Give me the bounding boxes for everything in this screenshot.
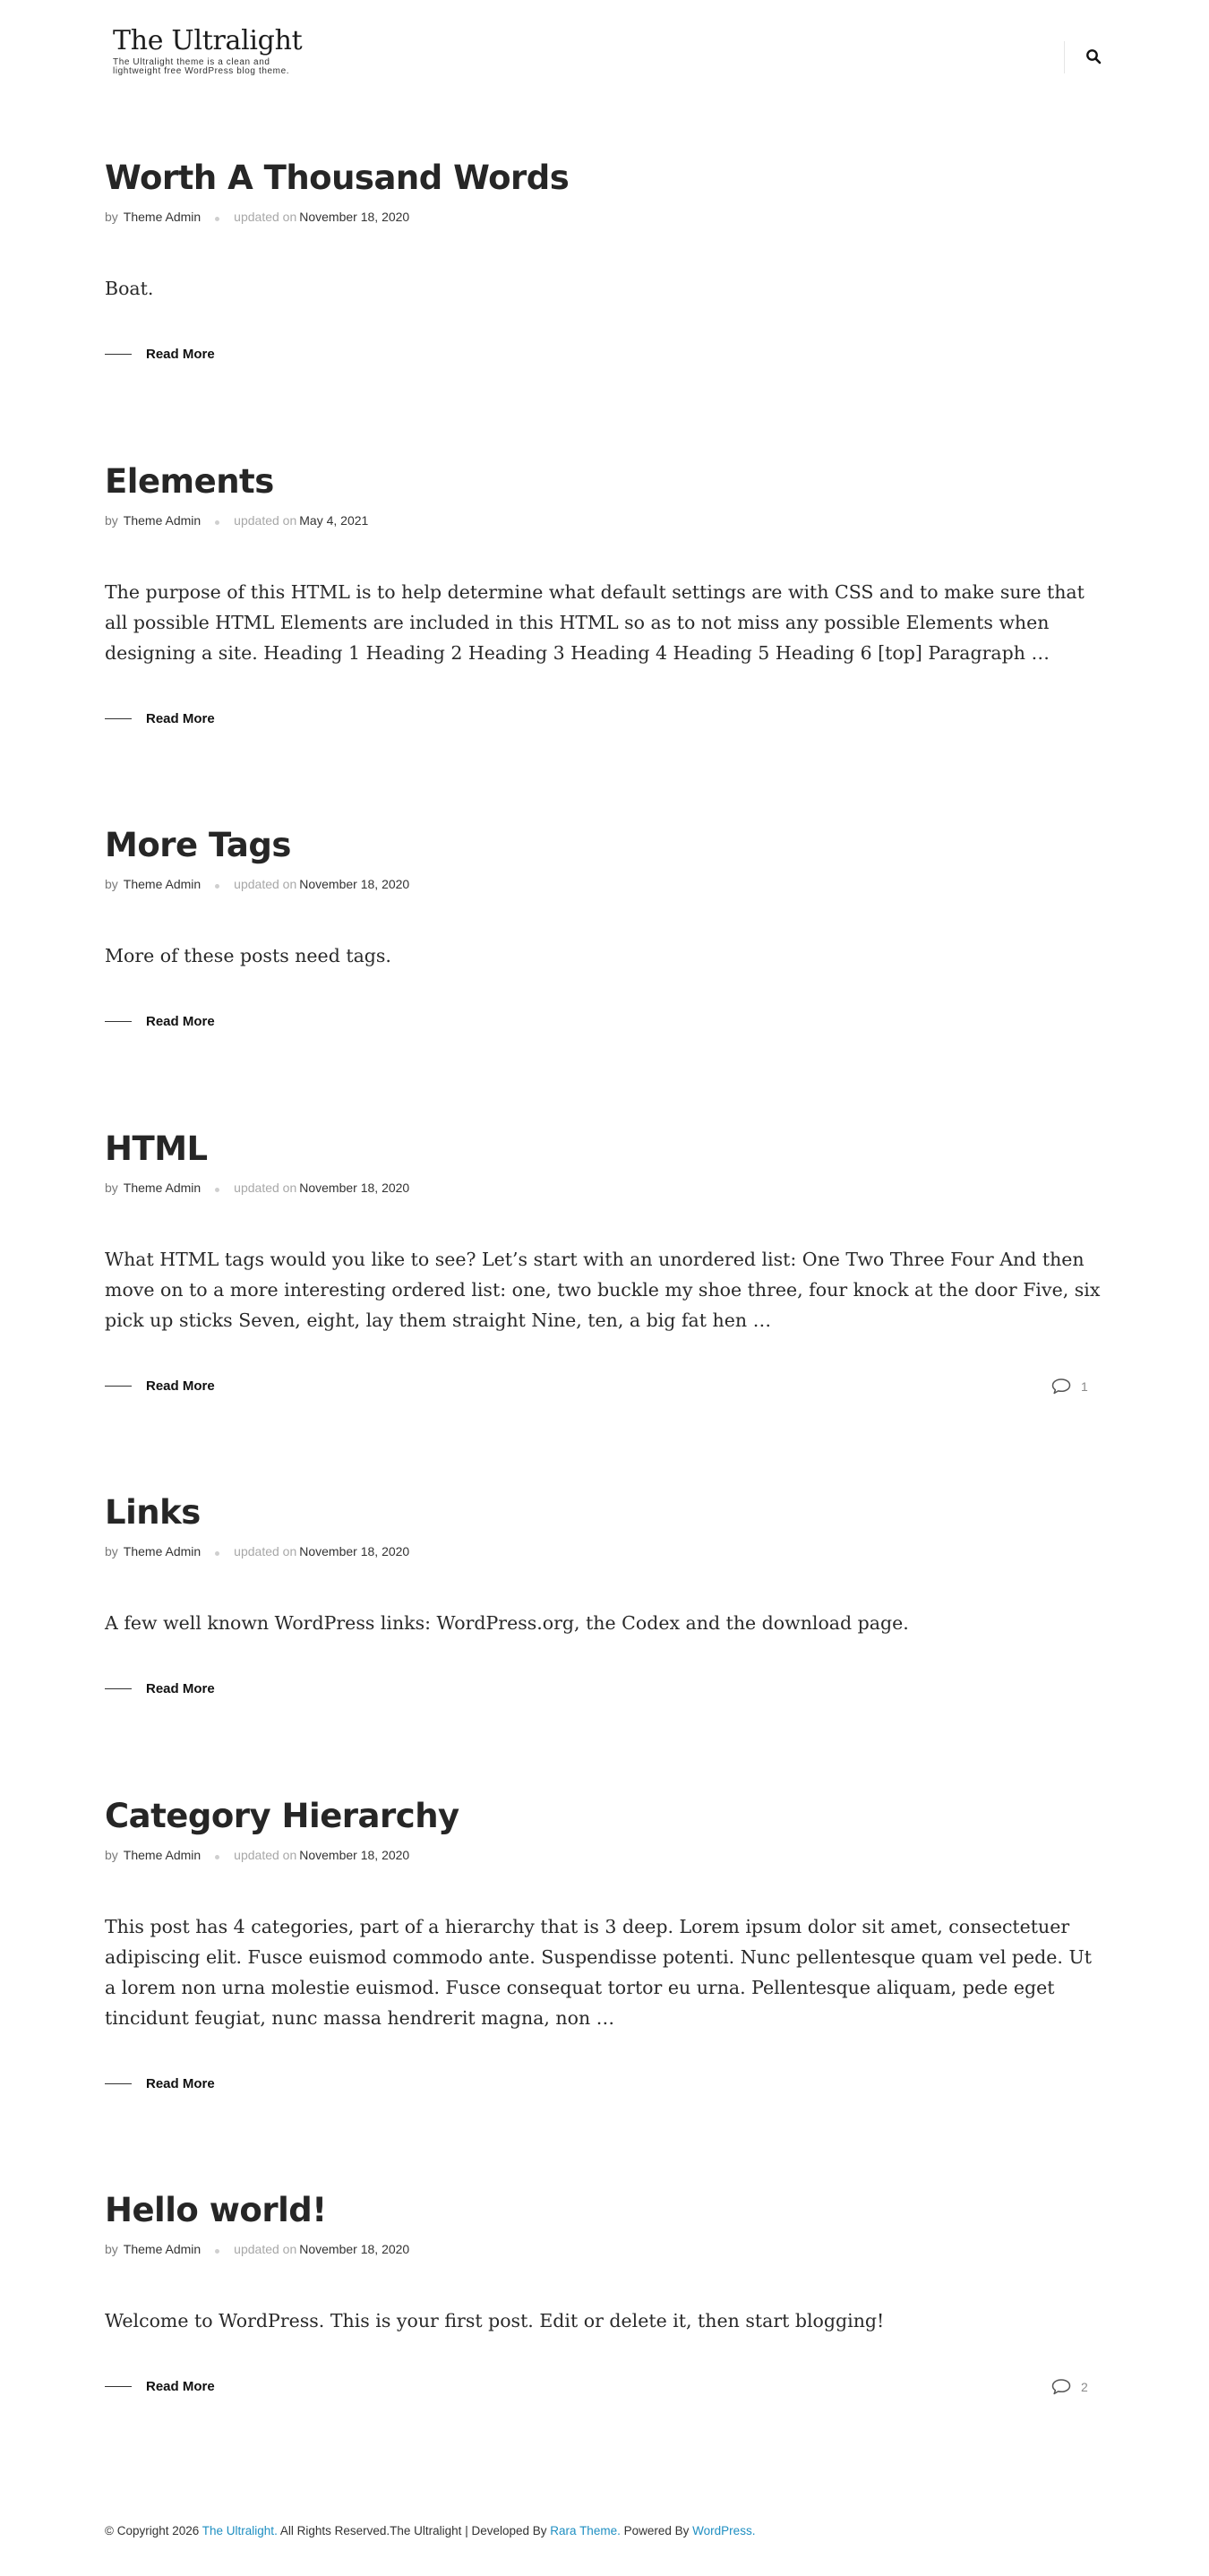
read-more-link[interactable] (105, 2076, 215, 2091)
post-author[interactable]: Theme Admin (123, 1181, 202, 1195)
post (105, 2191, 1104, 2394)
comments-link[interactable] (1050, 2378, 1088, 2396)
footer-site-link[interactable]: The Ultralight. (202, 2524, 278, 2537)
rights-text: All Rights Reserved. (279, 2524, 390, 2537)
read-more-line (105, 2083, 132, 2084)
post-date[interactable]: November 18, 2020 (299, 2242, 410, 2256)
read-more-link[interactable] (105, 711, 215, 726)
site-description: The Ultralight theme is a clean and lightweight free WordPress blog theme. (113, 57, 290, 76)
meta-separator (215, 1855, 219, 1859)
comment-bubble-icon (1050, 1378, 1072, 1395)
site-title[interactable]: The Ultralight (113, 25, 303, 56)
byline-label: by (105, 1181, 118, 1195)
byline-label: by (105, 1848, 118, 1862)
read-more-label: Read More (146, 1014, 215, 1029)
updated-label: updated on (234, 1544, 297, 1558)
post-excerpt: This post has 4 categories, part of a hierarchy that is 3 deep. Lorem ipsum dolor sit amet, consectetuer adipiscing elit. Fusce euismod commodo ante. Suspendisse potenti. Nunc pellentesque quam vel pede. Ut a lorem non urna molestie euismod. Fusce consequat tortor eu urna. Pellentesque aliquam, pede eget tincidunt feugiat, nunc massa hendrerit magna, non … (105, 1916, 1092, 2029)
post-date[interactable]: November 18, 2020 (299, 1181, 410, 1195)
post (105, 462, 1104, 726)
post-meta (105, 1847, 409, 1863)
read-more-label: Read More (146, 1681, 215, 1696)
post-author[interactable]: Theme Admin (123, 210, 202, 224)
read-more-label: Read More (146, 2076, 215, 2091)
meta-separator (215, 2249, 219, 2254)
powered-by-text: Powered By (623, 2524, 690, 2537)
post-date[interactable]: November 18, 2020 (299, 1848, 410, 1862)
meta-separator (215, 884, 219, 889)
read-more-line (105, 2386, 132, 2387)
site-header (0, 0, 1209, 116)
post-date[interactable]: November 18, 2020 (299, 1544, 410, 1558)
meta-separator (215, 1188, 219, 1192)
site-branding (113, 25, 310, 76)
updated-label: updated on (234, 513, 297, 528)
developer-link[interactable]: Rara Theme. (550, 2524, 621, 2537)
byline-label: by (105, 513, 118, 528)
post (105, 826, 1104, 1029)
post-title[interactable]: HTML (105, 1129, 208, 1168)
read-more-line (105, 1386, 132, 1387)
byline-label: by (105, 2242, 118, 2256)
copyright-text: © Copyright 2026 (105, 2524, 200, 2537)
comment-count: 2 (1081, 2380, 1088, 2394)
post-title[interactable]: Hello world! (105, 2191, 327, 2229)
updated-label: updated on (234, 2242, 297, 2256)
post-author[interactable]: Theme Admin (123, 2242, 202, 2256)
post-meta (105, 2241, 409, 2257)
post-meta (105, 209, 409, 225)
read-more-label: Read More (146, 2379, 215, 2394)
read-more-link[interactable] (105, 1681, 215, 1696)
post-title[interactable]: More Tags (105, 826, 291, 864)
post-meta (105, 1543, 409, 1559)
read-more-label: Read More (146, 1378, 215, 1394)
updated-label: updated on (234, 1848, 297, 1862)
comment-count: 1 (1081, 1379, 1088, 1394)
meta-separator (215, 520, 219, 525)
post-excerpt: More of these posts need tags. (105, 945, 391, 966)
post-meta (105, 512, 368, 528)
post-author[interactable]: Theme Admin (123, 1544, 202, 1558)
comment-bubble-icon (1050, 2378, 1072, 2396)
read-more-link[interactable] (105, 1378, 215, 1394)
read-more-label: Read More (146, 711, 215, 726)
byline-label: by (105, 1544, 118, 1558)
read-more-line (105, 354, 132, 355)
updated-label: updated on (234, 210, 297, 224)
search-icon (1085, 48, 1102, 64)
post (105, 1129, 1104, 1394)
read-more-link[interactable] (105, 2379, 215, 2394)
footer-theme-name: The Ultralight (390, 2524, 462, 2537)
post-date[interactable]: November 18, 2020 (299, 210, 410, 224)
byline-label: by (105, 877, 118, 891)
post-meta (105, 1180, 409, 1196)
post-title[interactable]: Links (105, 1493, 201, 1532)
wordpress-link[interactable]: WordPress. (692, 2524, 756, 2537)
post-author[interactable]: Theme Admin (123, 1848, 202, 1862)
post-title[interactable]: Elements (105, 462, 274, 501)
post-author[interactable]: Theme Admin (123, 877, 202, 891)
meta-separator (215, 1551, 219, 1556)
post (105, 1493, 1104, 1696)
post-date[interactable]: May 4, 2021 (299, 513, 369, 528)
post-excerpt: Welcome to WordPress. This is your first post. Edit or delete it, then start blogging! (105, 2310, 885, 2331)
post-meta (105, 876, 409, 892)
post-excerpt: The purpose of this HTML is to help determine what default settings are with CSS and to make sure that all possible HTML Elements are included in this HTML so as to not miss any possible Elements when designing a site. Heading 1 Heading 2 Heading 3 Heading 4 Heading 5 Heading 6 [top] Paragraph … (105, 581, 1085, 664)
read-more-link[interactable] (105, 1014, 215, 1029)
updated-label: updated on (234, 1181, 297, 1195)
post-author[interactable]: Theme Admin (123, 513, 202, 528)
post-excerpt: Boat. (105, 278, 154, 299)
updated-label: updated on (234, 877, 297, 891)
post-excerpt: A few well known WordPress links: WordPress.org, the Codex and the download page. (105, 1612, 909, 1634)
post-title[interactable]: Worth A Thousand Words (105, 159, 570, 197)
post (105, 1797, 1104, 2091)
read-more-label: Read More (146, 347, 215, 362)
developed-by-text: | Developed By (465, 2524, 547, 2537)
post-date[interactable]: November 18, 2020 (299, 877, 410, 891)
read-more-line (105, 1688, 132, 1689)
read-more-line (105, 718, 132, 719)
read-more-line (105, 1021, 132, 1022)
header-divider (1064, 41, 1065, 73)
search-button[interactable] (1082, 45, 1105, 68)
post-excerpt: What HTML tags would you like to see? Let’s start with an unordered list: One Two Three Four And then move on to a more interesting ordered list: one, two buckle my shoe three, four knock at the door Five, six pick up sticks Seven, eight, lay them straight Nine, ten, a big fat hen … (105, 1249, 1101, 1331)
read-more-link[interactable] (105, 347, 215, 362)
site-footer (105, 2524, 755, 2537)
post-title[interactable]: Category Hierarchy (105, 1797, 459, 1835)
comments-link[interactable] (1050, 1378, 1088, 1395)
byline-label: by (105, 210, 118, 224)
post (105, 159, 1104, 362)
meta-separator (215, 217, 219, 221)
